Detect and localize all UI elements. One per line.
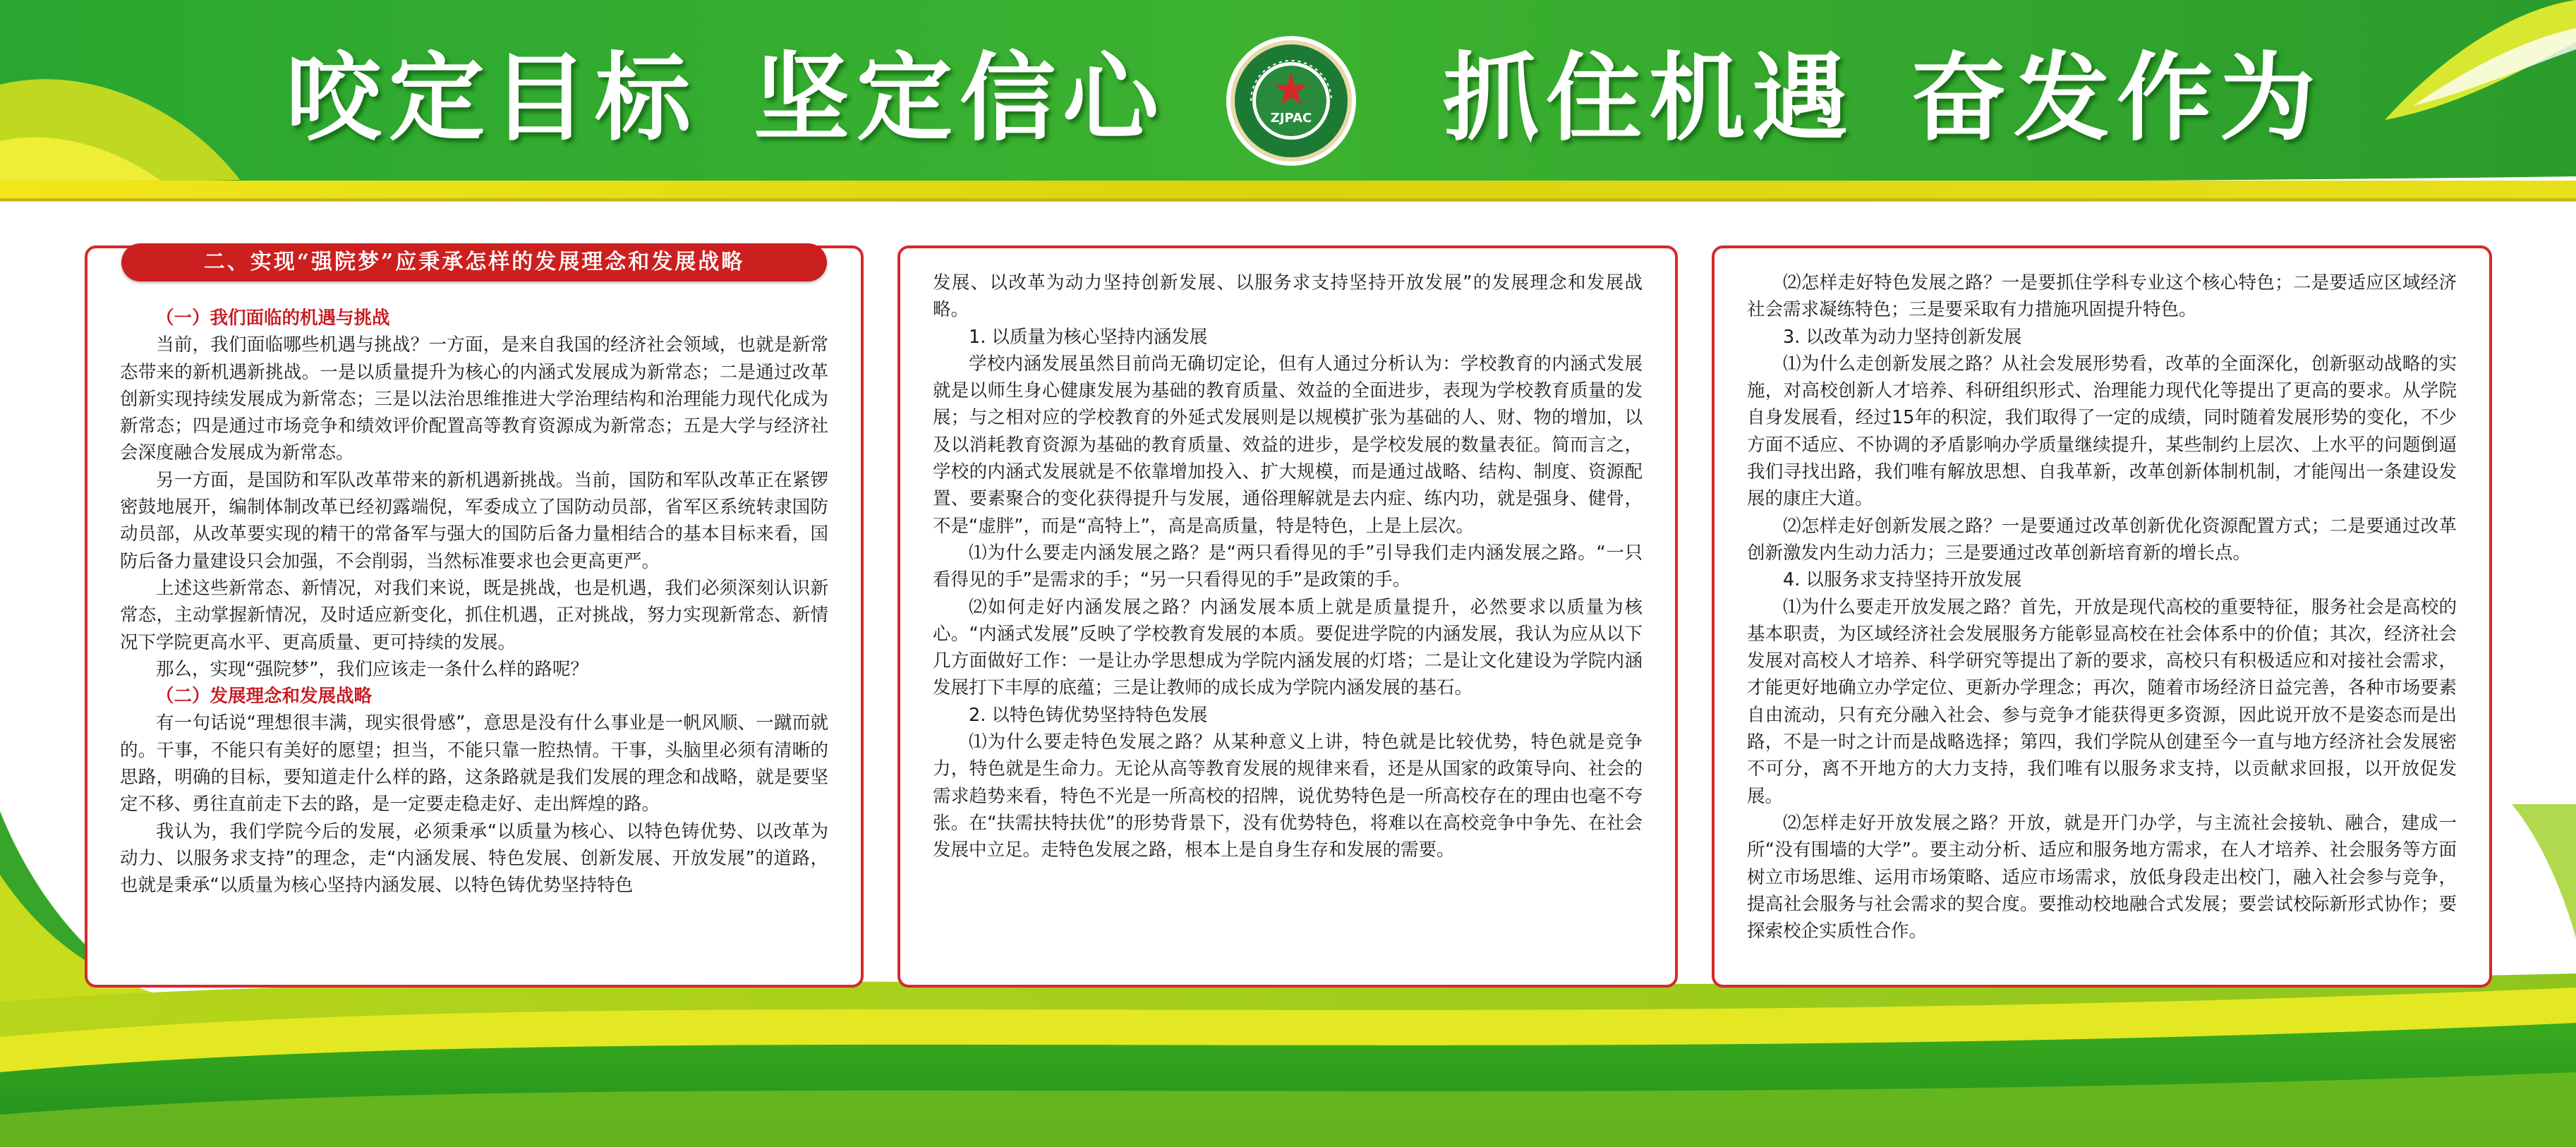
paragraph: 发展、以改革为动力坚持创新发展、以服务求支持坚持开放发展”的发展理念和发展战略。 [933, 272, 1643, 321]
section-banner: 二、实现“强院梦”应秉承怎样的发展理念和发展战略 [121, 243, 827, 281]
paragraph: ⑴为什么要走内涵发展之路？是“两只看得见的手”引导我们走内涵发展之路。“一只看得见的手”是需求的手；“另一只看得见的手”是政策的手。 [933, 542, 1643, 591]
paragraph: 2. 以特色铸优势坚持特色发展 [969, 704, 1208, 726]
paragraph: ⑵怎样走好特色发展之路？一是要抓住学科专业这个核心特色；二是要适应区域经济社会需求凝练特色；三是要采取有力措施巩固提升特色。 [1747, 272, 2457, 321]
paragraph: ⑵怎样走好开放发展之路？开放，就是开门办学，与主流社会接轨、融合，建成一所“没有围墙的大学”。要主动分析、适应和服务地方需求，在人才培养、社会服务等方面树立市场思维、运用市场策略、适应市场需求，放低身段走出校门，融入社会参与竞争，提高社会服务与社会需求的契合度。要推动校地融合式发展；要尝试校际新形式协作；要探索校企实质性合作。 [1747, 812, 2457, 942]
section-subheading: （一）我们面临的机遇与挑战 [156, 308, 390, 329]
paragraph: ⑵怎样走好创新发展之路？一是要通过改革创新优化资源配置方式；二是要通过改革创新激发内生动力活力；三是要通过改革创新培育新的增长点。 [1747, 515, 2457, 564]
paragraph: 有一句话说“理想很丰满，现实很骨感”，意思是没有什么事业是一帆风顺、一蹴而就的。干事，不能只有美好的愿望；担当，不能只靠一腔热情。干事，头脑里必须有清晰的思路，明确的目标，要知道走什么样的路，这条路就是我们发展的理念和战略，就是要坚定不移、勇往直前走下去的路，是一定要走稳走好、走出辉煌的路。 [120, 712, 828, 815]
emblem-label: ZJPAC [1270, 111, 1312, 126]
paragraph: ⑴为什么要走开放发展之路？首先，开放是现代高校的重要特征，服务社会是高校的基本职责，为区域经济社会发展服务方能彰显高校在社会体系中的价值；其次，经济社会发展对高校人才培养、科学研究等提出了新的要求，高校只有积极适应和对接社会需求，才能更好地确立办学定位、更新办学理念；再次，随着市场经济日益完善，各种市场要素自由流动，只有充分融入社会、参与竞争才能获得更多资源，因此说开放不是姿态而是出路，不是一时之计而是战略选择；第四，我们学院从创建至今一直与地方经济社会发展密不可分，离不开地方的大力支持，我们唯有以服务求支持，以贡献求回报，以开放促发展。 [1747, 596, 2457, 807]
content-panel-3 [1712, 245, 2492, 988]
header-title-4: 奋发作为 [1911, 43, 2323, 154]
paragraph: 学校内涵发展虽然目前尚无确切定论，但有人通过分析认为：学校教育的内涵式发展就是以师生身心健康发展为基础的教育质量、效益的全面进步，表现为学校教育质量的发展；与之相对应的学校教育的外延式发展则是以规模扩张为基础的人、财、物的增加，以及以消耗教育资源为基础的教育质量、效益的进步，是学校发展的数量表征。简而言之，学校的内涵式发展就是不依靠增加投入、扩大规模，而是通过战略、结构、制度、资源配置、要素聚合的变化获得提升与发展，通俗理解就是去内症、练内功，就是强身、健骨，不是“虚胖”，而是“高特上”，高是高质量，特是特色，上是上层次。 [933, 353, 1643, 537]
header-title-2: 坚定信心 [754, 43, 1166, 154]
paragraph: 3. 以改革为动力坚持创新发展 [1783, 326, 2022, 348]
header-title-1: 咬定目标 [286, 43, 698, 154]
paragraph: 1. 以质量为核心坚持内涵发展 [969, 326, 1208, 348]
header-title-3: 抓住机遇 [1443, 43, 1855, 154]
paragraph: ⑵如何走好内涵发展之路？内涵发展本质上就是质量提升，必然要求以质量为核心。“内涵式发展”反映了学校教育发展的本质。要促进学院的内涵发展，我认为应从以下几方面做好工作：一是让办学思想成为学院内涵发展的灯塔；二是让文化建设为学院内涵发展打下丰厚的底蕴；三是让教师的成长成为学院内涵发展的基石。 [933, 596, 1643, 699]
paragraph: 当前，我们面临哪些机遇与挑战？一方面，是来自我国的经济社会领域，也就是新常态带来的新机遇新挑战。一是以质量提升为核心的内涵式发展成为新常态；二是通过改革创新实现持续发展成为新常态；三是以法治思维推进大学治理结构和治理能力现代化成为新常态；四是通过市场竞争和绩效评价配置高等教育资源成为新常态；五是大学与经济社会深度融合发展成为新常态。 [120, 334, 828, 464]
content-panel-2 [897, 245, 1678, 988]
paragraph: 我认为，我们学院今后的发展，必须秉承“以质量为核心、以特色铸优势、以改革为动力、以服务求支持”的理念，走“内涵发展、特色发展、创新发展、开放发展”的道路，也就是秉承“以质量为核心坚持内涵发展、以特色铸优势坚持特色 [120, 820, 828, 897]
paragraph: 另一方面，是国防和军队改革带来的新机遇新挑战。当前，国防和军队改革正在紧锣密鼓地展开，编制体制改革已经初露端倪，军委成立了国防动员部，省军区系统转隶国防动员部，从改革要实现的精干的常备军与强大的国防后备力量相结合的基本目标来看，国防后备力量建设只会加强，不会削弱，当然标准要求也会更高更严。 [120, 469, 828, 572]
paragraph: 4. 以服务求支持坚持开放发展 [1783, 569, 2022, 591]
section-subheading: （二）发展理念和发展战略 [156, 686, 373, 708]
college-emblem-icon [1224, 34, 1358, 168]
paragraph: ⑴为什么走创新发展之路？从社会发展形势看，改革的全面深化，创新驱动战略的实施，对高校创新人才培养、科研组织形式、治理能力现代化等提出了更高的要求。从学院自身发展看，经过15年的积淀，我们取得了一定的成绩，同时随着发展形势的变化，不少方面不适应、不协调的矛盾影响办学质量继续提升，某些制约上层次、上水平的问题倒逼我们寻找出路，我们唯有解放思想、自我革新，改革创新体制机制，才能闯出一条建设发展的康庄大道。 [1747, 353, 2457, 510]
paragraph: ⑴为什么要走特色发展之路？从某种意义上讲，特色就是比较优势，特色就是竞争力，特色就是生命力。无论从高等教育发展的规律来看，还是从国家的政策导向、社会的需求趋势来看，特色不光是一所高校的招牌，说优势特色是一所高校存在的理由也毫不夸张。在“扶需扶特扶优”的形势背景下，没有优势特色，将难以在高校竞争中争先、在社会发展中立足。走特色发展之路，根本上是自身生存和发展的需要。 [933, 732, 1643, 861]
paragraph: 上述这些新常态、新情况，对我们来说，既是挑战，也是机遇，我们必须深刻认识新常态，主动掌握新情况，及时适应新变化，抓住机遇，正对挑战，努力实现新常态、新情况下学院更高水平、更高质量、更可持续的发展。 [120, 577, 828, 653]
paragraph: 那么，实现“强院梦”，我们应该走一条什么样的路呢？ [156, 658, 588, 680]
content-panel-1 [85, 245, 864, 988]
